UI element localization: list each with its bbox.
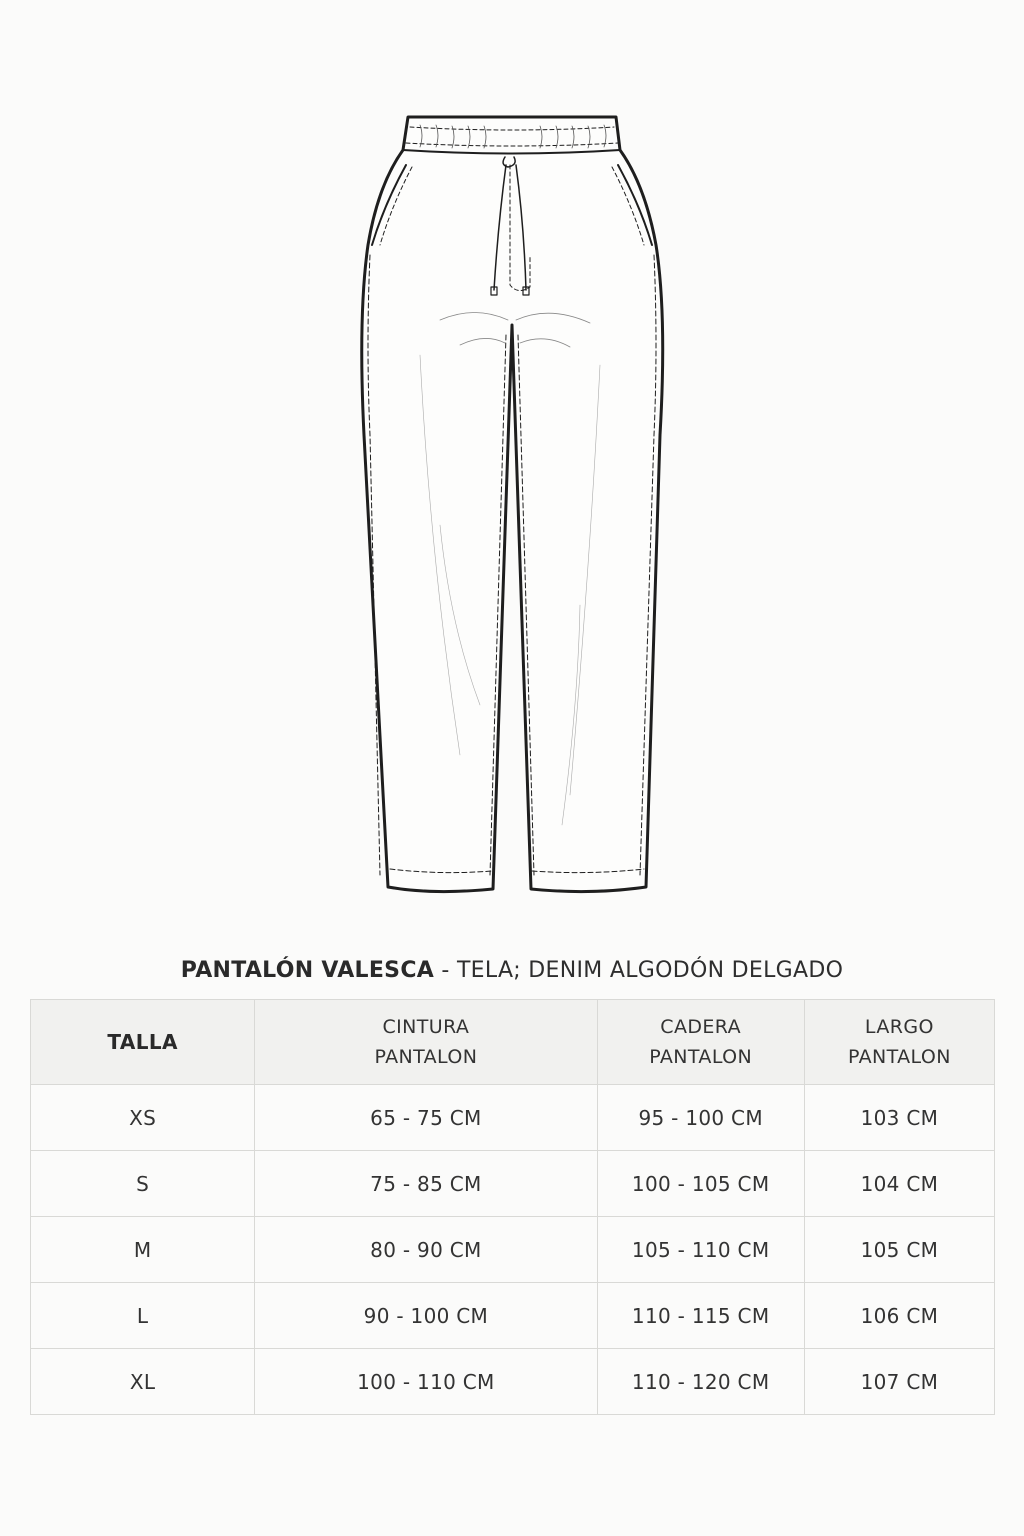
product-title (0, 958, 1024, 983)
cell-talla: S (31, 1151, 255, 1217)
cell-largo: 105 CM (804, 1217, 994, 1283)
cell-largo: 103 CM (804, 1085, 994, 1151)
cell-cintura: 80 - 90 CM (255, 1217, 597, 1283)
table-row (31, 1085, 995, 1151)
title-separator: - (434, 958, 457, 983)
table-header-row (31, 1000, 995, 1085)
product-name: PANTALÓN VALESCA (180, 958, 435, 983)
cell-cintura: 65 - 75 CM (255, 1085, 597, 1151)
cell-talla: XL (31, 1349, 255, 1415)
table-row (31, 1217, 995, 1283)
table-row (31, 1349, 995, 1415)
cell-largo: 106 CM (804, 1283, 994, 1349)
cell-cadera: 110 - 115 CM (597, 1283, 804, 1349)
header-cintura-line2: PANTALON (374, 1046, 478, 1068)
cell-talla: L (31, 1283, 255, 1349)
header-cadera-line2: PANTALON (649, 1046, 753, 1068)
cell-cintura: 75 - 85 CM (255, 1151, 597, 1217)
cell-cintura: 90 - 100 CM (255, 1283, 597, 1349)
cell-talla: XS (31, 1085, 255, 1151)
header-largo-line2: PANTALON (847, 1046, 951, 1068)
header-cintura (255, 1000, 597, 1085)
fabric-description: TELA; DENIM ALGODÓN DELGADO (456, 958, 844, 983)
table-row (31, 1283, 995, 1349)
header-cadera (597, 1000, 804, 1085)
header-largo-line1: LARGO (864, 1016, 934, 1038)
cell-cintura: 100 - 110 CM (255, 1349, 597, 1415)
cell-cadera: 110 - 120 CM (597, 1349, 804, 1415)
size-chart-table (30, 999, 995, 1415)
header-talla (31, 1000, 255, 1085)
header-largo (804, 1000, 994, 1085)
cell-cadera: 105 - 110 CM (597, 1217, 804, 1283)
cell-cadera: 100 - 105 CM (597, 1151, 804, 1217)
table-row (31, 1151, 995, 1217)
cell-largo: 107 CM (804, 1349, 994, 1415)
cell-talla: M (31, 1217, 255, 1283)
header-talla-label: TALLA (107, 1030, 178, 1054)
cell-cadera: 95 - 100 CM (597, 1085, 804, 1151)
header-cintura-line1: CINTURA (382, 1016, 470, 1038)
pants-technical-drawing-icon (340, 105, 684, 905)
cell-largo: 104 CM (804, 1151, 994, 1217)
header-cadera-line1: CADERA (660, 1016, 742, 1038)
